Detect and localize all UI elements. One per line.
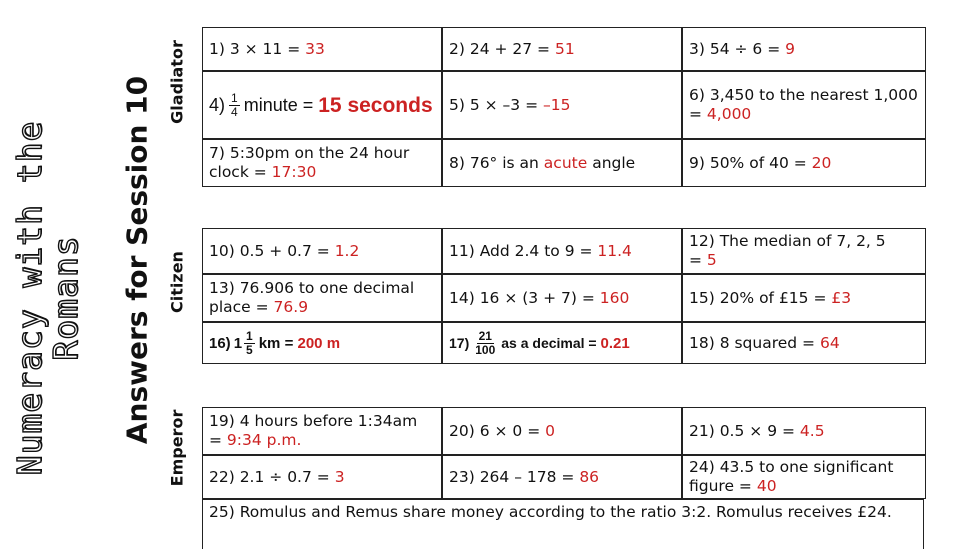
numeracy-title-line2: Romans <box>46 235 85 361</box>
question-11 <box>442 228 682 274</box>
question-3 <box>682 27 926 71</box>
fraction-numerator: 1 <box>231 90 238 105</box>
fraction-denominator: 5 <box>246 342 253 357</box>
answer: 3 <box>334 467 345 486</box>
question-24 <box>682 455 926 499</box>
question-25 <box>202 499 924 549</box>
answer: 33 <box>305 39 325 58</box>
answer: 0.21 <box>600 334 630 352</box>
answer: 200 m <box>297 334 341 352</box>
question-8 <box>442 139 682 187</box>
question-21 <box>682 407 926 455</box>
answer: 86 <box>579 467 600 486</box>
answer: acute <box>543 153 588 172</box>
answer: 4.5 <box>799 421 825 440</box>
question-text-tail: angle <box>587 153 636 172</box>
level-label-citizen: Citizen <box>167 251 187 313</box>
question-number: 4) <box>209 94 226 115</box>
question-text: 25) Romulus and Remus share money according to the ratio 3:2. Romulus receives £24. <box>209 503 892 521</box>
fraction-numerator: 1 <box>246 328 253 343</box>
question-9 <box>682 139 926 187</box>
question-text: 1) 3 × 11 = <box>209 39 306 58</box>
question-text: 22) 2.1 ÷ 0.7 = <box>209 467 335 486</box>
question-4 <box>202 71 442 139</box>
answer: 15 seconds <box>318 93 433 117</box>
question-text: 11) Add 2.4 to 9 = <box>449 241 598 260</box>
question-text: 21) 0.5 × 9 = <box>689 421 800 440</box>
question-5 <box>442 71 682 139</box>
fraction-denominator: 100 <box>475 342 496 357</box>
answer: 9 <box>785 39 795 58</box>
answer: 11.4 <box>597 241 632 260</box>
fraction-numerator: 21 <box>478 328 492 343</box>
question-text: 9) 50% of 40 = <box>689 153 812 172</box>
answer: 160 <box>599 288 630 307</box>
mixed-number-whole: 1 <box>233 334 243 352</box>
question-text: 15) 20% of £15 = <box>689 288 832 307</box>
level-label-gladiator: Gladiator <box>167 40 187 124</box>
answer: 76.9 <box>273 298 309 316</box>
fraction <box>229 92 240 119</box>
question-text: minute = <box>243 94 319 115</box>
question-13 <box>202 274 442 322</box>
answer: 64 <box>819 333 840 352</box>
question-text: 14) 16 × (3 + 7) = <box>449 288 600 307</box>
question-1 <box>202 27 442 71</box>
answer: 4,000 <box>706 105 752 123</box>
fraction <box>244 330 255 357</box>
question-text: 2) 24 + 27 = <box>449 39 555 58</box>
question-20 <box>442 407 682 455</box>
level-label-emperor: Emperor <box>167 409 187 487</box>
question-text: 7) 5:30pm on the 24 hour clock = <box>209 144 415 181</box>
answer: –15 <box>543 95 571 114</box>
answer: 51 <box>554 39 575 58</box>
question-22 <box>202 455 442 499</box>
question-text: km = <box>258 334 298 352</box>
numeracy-title-line1: Numeracy with the <box>10 120 49 476</box>
fraction <box>475 330 495 357</box>
question-text: as a decimal = <box>501 334 601 351</box>
question-12 <box>682 228 926 274</box>
answer: 20 <box>811 153 832 172</box>
question-text: 3) 54 ÷ 6 = <box>689 39 786 58</box>
answer: 1.2 <box>334 241 360 260</box>
question-14 <box>442 274 682 322</box>
question-19 <box>202 407 442 455</box>
question-text: 6) 3,450 to the nearest 1,000 = <box>689 86 918 123</box>
question-23 <box>442 455 682 499</box>
question-text: 10) 0.5 + 0.7 = <box>209 241 335 260</box>
session-title: Answers for Session 10 <box>120 75 154 445</box>
question-text: 19) 4 hours before 1:34am = <box>209 412 418 449</box>
question-number: 17) <box>449 334 470 351</box>
question-18 <box>682 322 926 364</box>
answer: 17:30 <box>271 163 317 181</box>
question-2 <box>442 27 682 71</box>
answer: 9:34 p.m. <box>226 431 302 449</box>
answer: 0 <box>545 421 555 440</box>
answer: 40 <box>756 477 777 495</box>
question-text: 23) 264 – 178 = <box>449 467 580 486</box>
question-text: 24) 43.5 to one significant figure = <box>689 458 894 495</box>
question-text: 18) 8 squared = <box>689 333 820 352</box>
answer: 5 <box>706 251 717 269</box>
question-text: 20) 6 × 0 = <box>449 421 546 440</box>
question-17 <box>442 322 682 364</box>
question-6 <box>682 71 926 139</box>
fraction-denominator: 4 <box>231 104 238 119</box>
question-16 <box>202 322 442 364</box>
question-text: 13) 76.906 to one decimal place = <box>209 279 420 316</box>
numeracy-title <box>12 121 84 476</box>
question-text: 5) 5 × –3 = <box>449 95 543 114</box>
question-15 <box>682 274 926 322</box>
answer: £3 <box>831 288 852 307</box>
question-number: 16) <box>209 334 231 352</box>
question-text: 12) The median of 7, 2, 5 = <box>689 232 886 269</box>
question-10 <box>202 228 442 274</box>
question-text: 8) 76° is an <box>449 153 544 172</box>
question-7 <box>202 139 442 187</box>
